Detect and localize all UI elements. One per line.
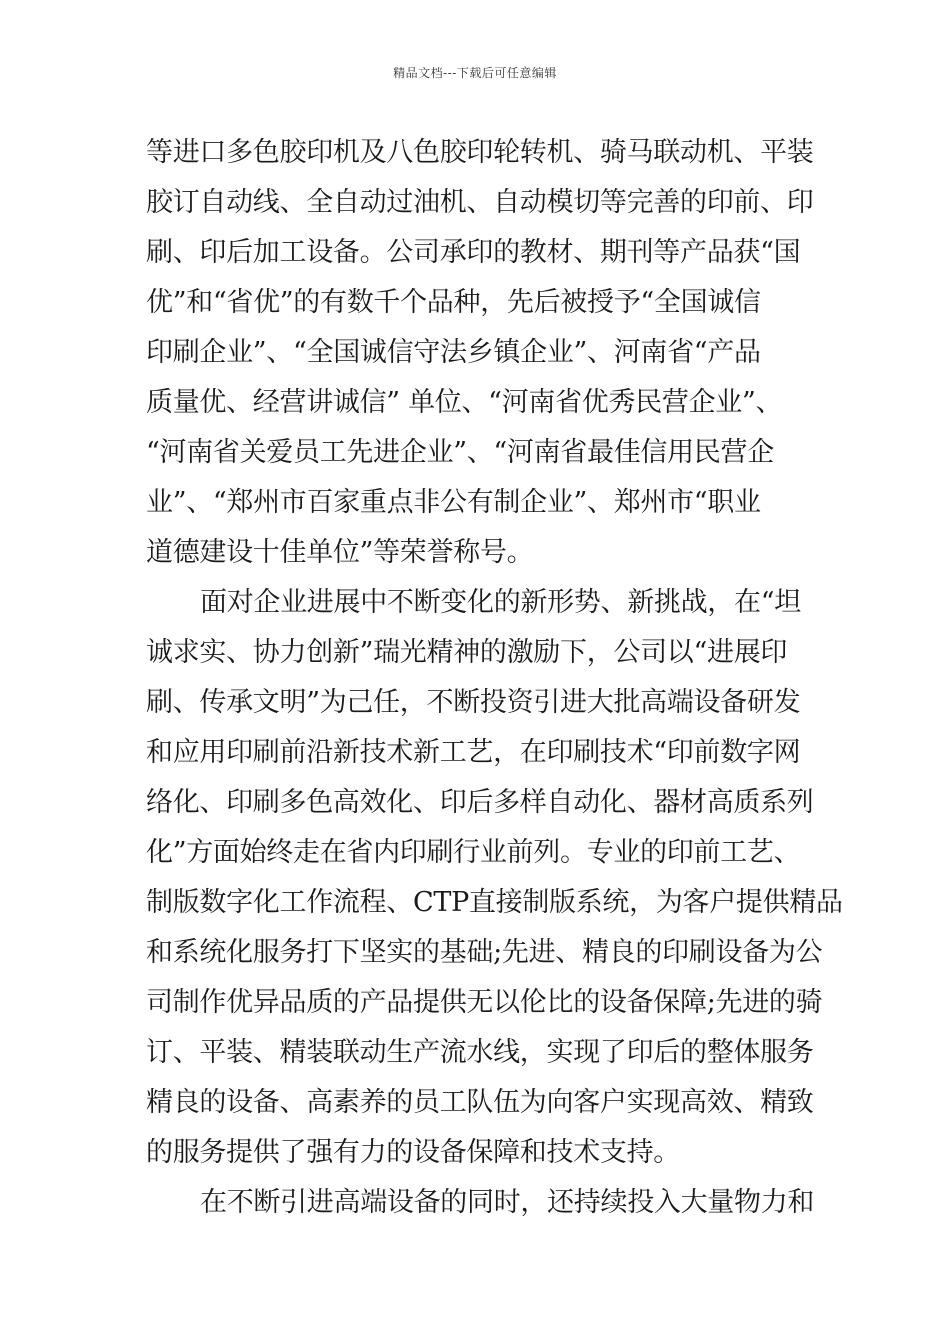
text-line: 精良的设备、高素养的员工队伍为向客户实现高效、精致 [146, 1087, 814, 1118]
text-line: 化”方面始终走在省内印刷行业前列。专业的印前工艺、 [146, 837, 801, 868]
text-line: 司制作优异品质的产品提供无以伦比的设备保障;先进的骑 [146, 987, 823, 1018]
paragraph-1 [146, 128, 814, 578]
text-line: 印刷企业”、“全国诚信守法乡镇企业”、河南省“产品 [146, 337, 761, 368]
text-line: 等进口多色胶印机及八色胶印轮转机、骑马联动机、平装 [146, 137, 814, 168]
text-line: 道德建设十佳单位”等荣誉称号。 [146, 537, 534, 568]
text-line: 制版数字化工作流程、CTP直接制版系统，为客户提供精品 [146, 887, 843, 918]
text-line: 刷、印后加工设备。公司承印的教材、期刊等产品获“国 [146, 237, 801, 268]
text-line: 和系统化服务打下坚实的基础;先进、精良的印刷设备为公 [146, 937, 823, 968]
page-header: 精品文档---下载后可任意编辑 [393, 66, 557, 80]
paragraph-2 [146, 578, 843, 1178]
text-line: 订、平装、精装联动生产流水线，实现了印后的整体服务 [146, 1037, 814, 1068]
text-line: 胶订自动线、全自动过油机、自动模切等完善的印前、印 [146, 187, 814, 218]
text-line: “河南省关爱员工先进企业”、“河南省最佳信用民营企 [146, 437, 774, 468]
text-line: 刷、传承文明”为己任，不断投资引进大批高端设备研发 [146, 687, 801, 718]
text-line: 质量优、经营讲诚信” 单位、“河南省优秀民营企业”、 [146, 387, 783, 418]
document-body [146, 128, 843, 1228]
text-line: 优”和“省优”的有数千个品种，先后被授予“全国诚信 [146, 287, 761, 318]
text-line: 在不断引进高端设备的同时，还持续投入大量物力和 [200, 1187, 815, 1218]
text-line: 的服务提供了强有力的设备保障和技术支持。 [146, 1137, 680, 1168]
text-line: 业”、“郑州市百家重点非公有制企业”、郑州市“职业 [146, 487, 761, 518]
paragraph-3 [146, 1178, 815, 1228]
text-line: 和应用印刷前沿新技术新工艺，在印刷技术“印前数字网 [146, 737, 801, 768]
text-line: 面对企业进展中不断变化的新形势、新挑战，在“坦 [200, 587, 801, 618]
text-line: 络化、印刷多色高效化、印后多样自动化、器材高质系列 [146, 787, 814, 818]
text-line: 诚求实、协力创新”瑞光精神的激励下，公司以“进展印 [146, 637, 788, 668]
